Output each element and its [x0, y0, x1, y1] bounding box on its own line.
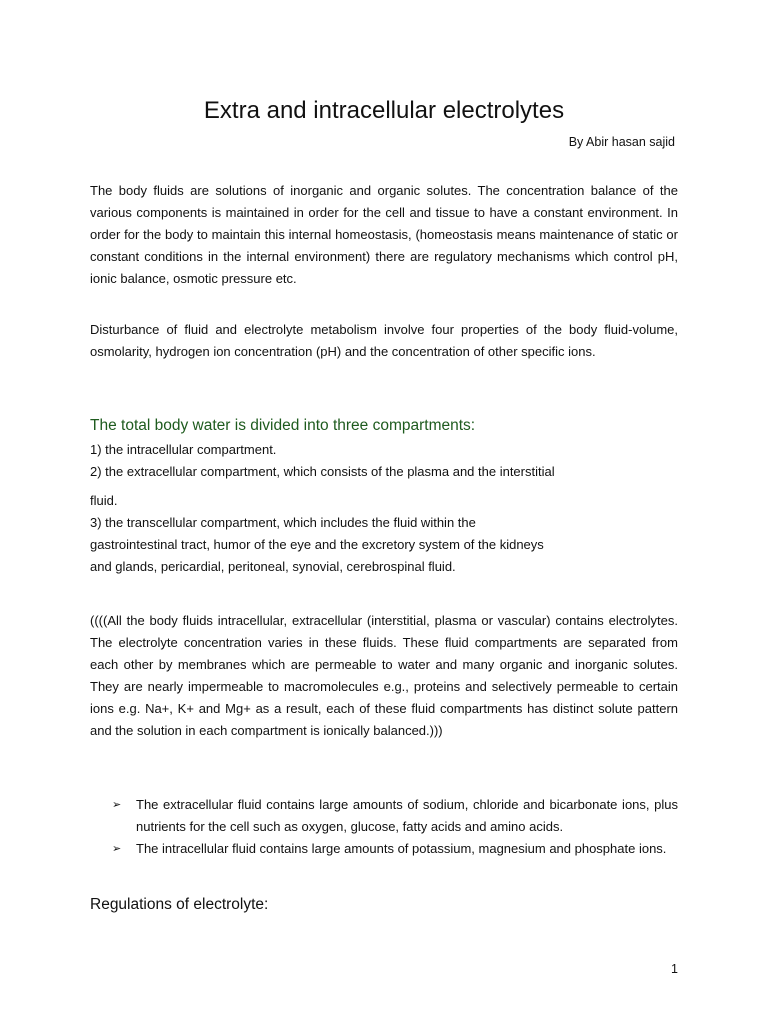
- page-number: 1: [671, 962, 678, 976]
- compartments-heading: The total body water is divided into three compartments:: [90, 417, 476, 434]
- bullet-list: [112, 794, 678, 860]
- bullet-text: The intracellular fluid contains large amounts of potassium, magnesium and phosphate ions.: [136, 841, 667, 856]
- paragraph-intro: The body fluids are solutions of inorganic and organic solutes. The concentration balance of the various components is maintained in order for the cell and tissue to have a constant environment. In order for the body to maintain this internal homeostasis, (homeostasis means maintenance of static or constant conditions in the internal environment) there are regulatory mechanisms which control pH, ionic balance, osmotic pressure etc.: [90, 183, 678, 286]
- compartment-item-1: 1) the intracellular compartment.: [90, 442, 277, 457]
- compartment-item-2-line-2: fluid.: [90, 493, 118, 508]
- compartment-item-3-line-3: and glands, pericardial, peritoneal, synovial, cerebrospinal fluid.: [90, 559, 456, 574]
- compartment-item-3-line-1: 3) the transcellular compartment, which includes the fluid within the: [90, 515, 476, 530]
- document-title: Extra and intracellular electrolytes: [203, 97, 565, 124]
- arrow-bullet-icon: ➢: [112, 843, 122, 855]
- bullet-item-intracellular: [112, 838, 678, 860]
- arrow-bullet-icon: ➢: [112, 799, 122, 811]
- paragraph-disturbance: Disturbance of fluid and electrolyte metabolism involve four properties of the body fluid-volume, osmolarity, hydrogen ion concentration (pH) and the concentration of other specific ions.: [90, 322, 678, 359]
- bullet-item-extracellular: [112, 794, 678, 838]
- regulations-heading: Regulations of electrolyte:: [90, 896, 269, 913]
- author-line: By Abir hasan sajid: [568, 135, 675, 149]
- compartment-item-3-line-2: gastrointestinal tract, humor of the eye and the excretory system of the kidneys: [90, 537, 544, 552]
- bullet-text: The extracellular fluid contains large amounts of sodium, chloride and bicarbonate ions, plus nutrients for the cell such as oxygen, glucose, fatty acids and amino acids.: [136, 797, 678, 834]
- paragraph-electrolytes: ((((All the body fluids intracellular, extracellular (interstitial, plasma or vascular) contains electrolytes. The electrolyte concentration varies in these fluids. These fluid compartments are separated from each other by membranes which are permeable to water and many organic and inorganic solutes. They are nearly impermeable to macromolecules e.g., proteins and selectively permeable to certain ions e.g. Na+, K+ and Mg+ as a result, each of these fluid compartments has distinct solute pattern and the solution in each compartment is ionically balanced.))): [90, 613, 678, 738]
- compartment-item-2-line-1: 2) the extracellular compartment, which consists of the plasma and the interstitial: [90, 464, 555, 479]
